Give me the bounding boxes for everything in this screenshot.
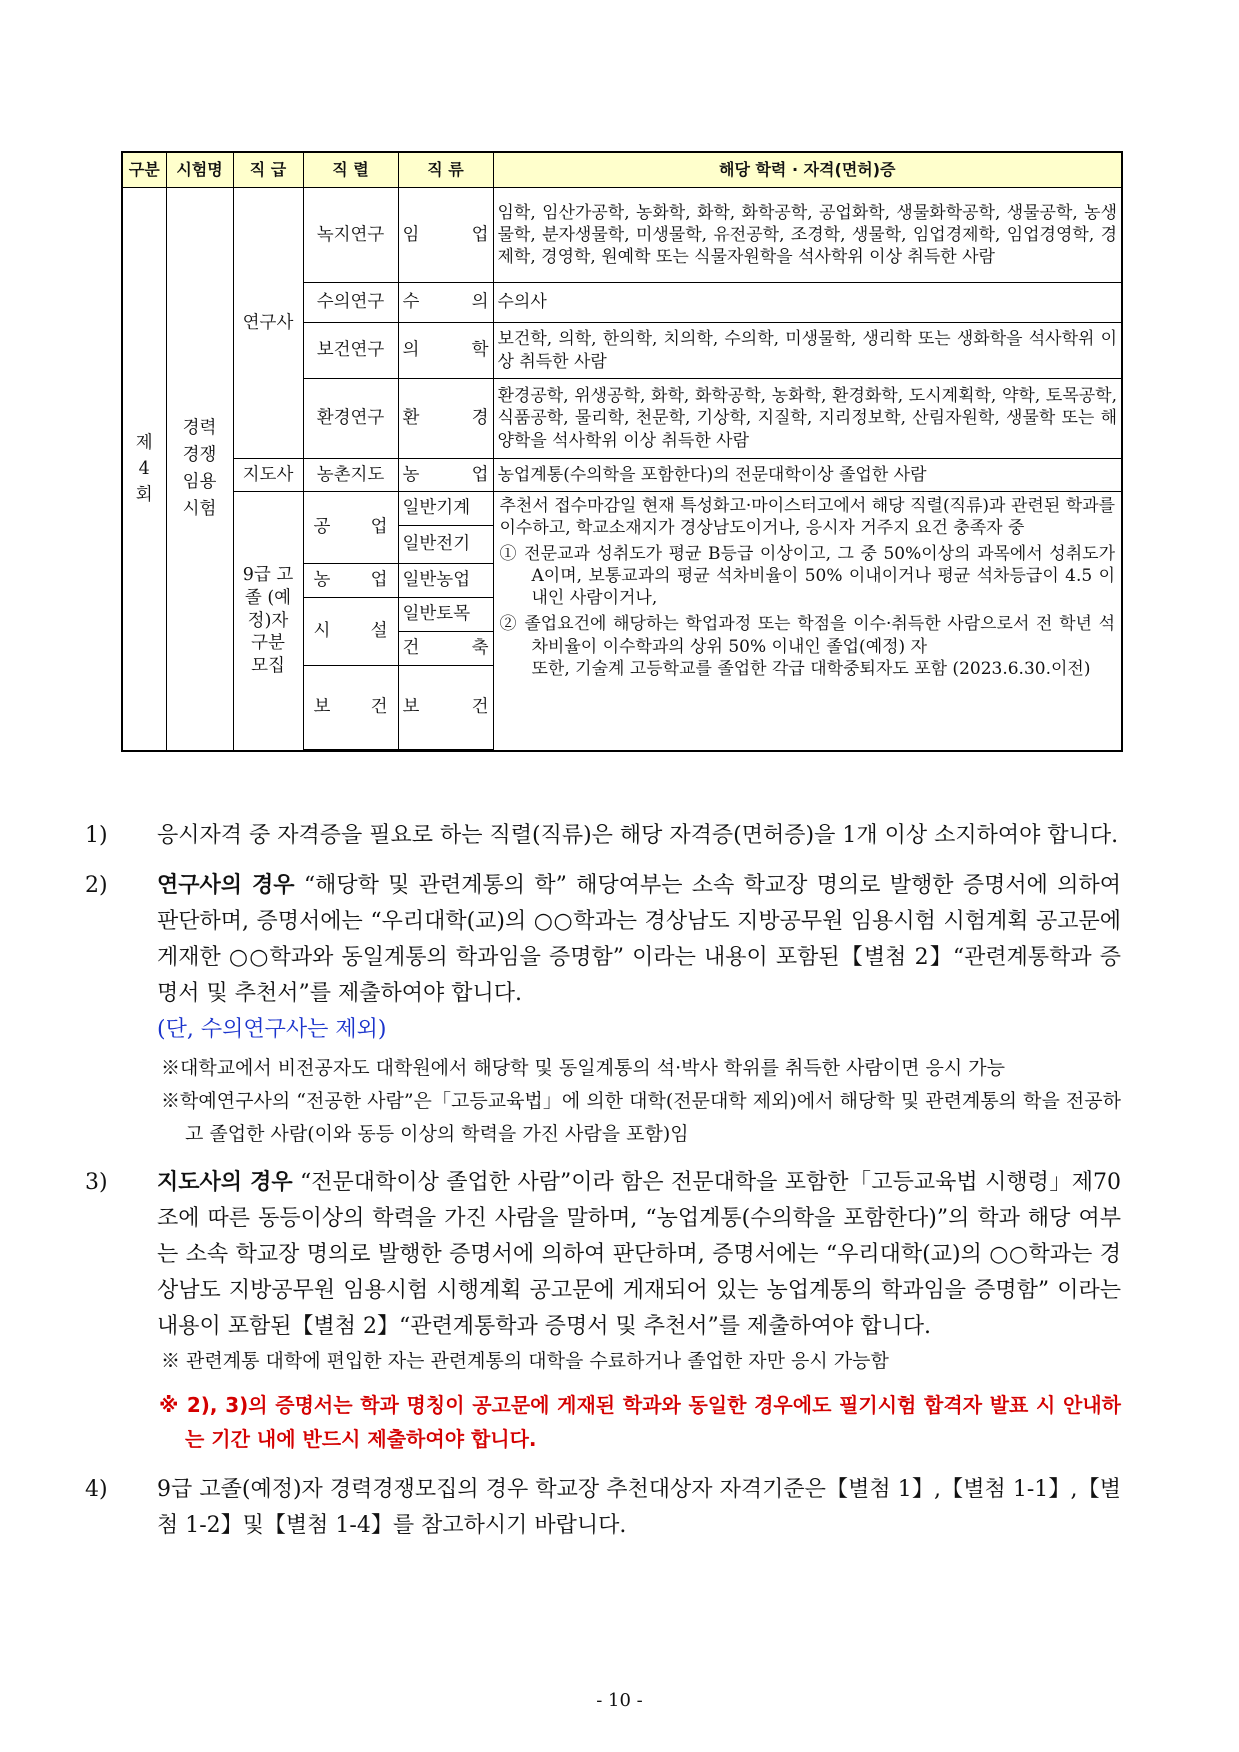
note-1-number: 1) (85, 823, 108, 848)
class-cell: 의 학 (398, 323, 493, 379)
note-3 (85, 1165, 1122, 1345)
grade9-grade-cell (233, 492, 303, 752)
qual-cell: 환경공학, 위생공학, 화학, 화학공학, 농화학, 환경화학, 도시계획학, 약학, 토목공학, 식품공학, 물리학, 천문학, 기상학, 지질학, 지리정보학, 산림자원학, 생물학 또는 해양학을 석사학위 이상 취득한 사람 (493, 379, 1122, 459)
class-cell: 일반기계 (398, 492, 493, 526)
round-text: 제 4 회 (135, 432, 153, 506)
note-4-text: 9급 고졸(예정)자 경력경쟁모집의 경우 학교장 추천대상자 자격기준은【별첨 1】,【별첨 1-1】,【별첨 1-2】및【별첨 1-4】를 참고하시기 바랍니다. (157, 1477, 1121, 1538)
header-qualification: 해당 학력 · 자격(면허)증 (493, 152, 1122, 188)
note-1 (85, 818, 1121, 854)
series-cell: 시 설 (303, 598, 398, 666)
note-4-number: 4) (85, 1477, 108, 1502)
class-cell: 일반토목 (398, 598, 493, 632)
exam-name-cell (166, 188, 233, 752)
qual-cell: 농업계통(수의학을 포함한다)의 전문대학이상 졸업한 사람 (493, 459, 1122, 492)
class-cell: 건 축 (398, 632, 493, 666)
header-series: 직 렬 (303, 152, 398, 188)
grade9-grade-text: 9급 고졸 (예정)자 구분 모집 (242, 565, 294, 677)
series-cell: 녹지연구 (303, 188, 398, 283)
qualification-table (121, 151, 1123, 752)
researcher-grade-cell: 연구사 (233, 188, 303, 459)
qual-cell: 보건학, 의학, 한의학, 치의학, 수의학, 미생물학, 생리학 또는 생화학을 석사학위 이상 취득한 사람 (493, 323, 1122, 379)
class-cell: 일반전기 (398, 526, 493, 564)
note-2-exception: (단, 수의연구사는 제외) (157, 1017, 387, 1042)
series-cell: 보 건 (303, 666, 398, 750)
note-3-number: 3) (85, 1170, 108, 1195)
note-3-bold: 지도사의 경우 (157, 1170, 293, 1195)
class-cell: 농 업 (398, 459, 493, 492)
class-cell: 환 경 (398, 379, 493, 459)
instructor-grade-cell: 지도사 (233, 459, 303, 492)
notes-section (85, 818, 1122, 1544)
note-1-text: 응시자격 중 자격증을 필요로 하는 직렬(직류)은 해당 자격증(면허증)을 1개 이상 소지하여야 합니다. (157, 823, 1119, 848)
series-cell: 농촌지도 (303, 459, 398, 492)
class-cell: 수 의 (398, 283, 493, 323)
table-row (122, 492, 1122, 526)
series-cell: 수의연구 (303, 283, 398, 323)
page-number: - 10 - (596, 1690, 643, 1711)
series-cell: 보건연구 (303, 323, 398, 379)
note-2-number: 2) (85, 873, 108, 898)
header-exam-name: 시험명 (166, 152, 233, 188)
class-cell: 임 업 (398, 188, 493, 283)
note-2-sub-1: ※대학교에서 비전공자도 대학원에서 해당학 및 동일계통의 석·박사 학위를 취득한 사람이면 응시 가능 (161, 1057, 1005, 1079)
round-cell (122, 188, 166, 752)
grade9-qual-intro: 추천서 접수마감일 현재 특성화고·마이스터고에서 해당 직렬(직류)과 관련된 학과를 이수하고, 학교소재지가 경상남도이거나, 응시자 거주지 요건 충족자 중 (499, 496, 1115, 539)
exam-name-text: 경력 경쟁 임용 시험 (182, 417, 217, 520)
note-4 (85, 1472, 1121, 1544)
table-row (122, 188, 1122, 283)
header-grade: 직 급 (233, 152, 303, 188)
header-category: 구분 (122, 152, 166, 188)
note-3-text: “전문대학이상 졸업한 사람”이라 함은 전문대학을 포함한「고등교육법 시행령」제70조에 따른 동등이상의 학력을 가진 사람을 말하며, “농업계통(수의학을 포함한다)”의 학과 해당 여부는 소속 학교장 명의로 발행한 증명서에 의하여 판단하며, 증명서에는 “우리대학(교)의 ○○학과는 경상남도 지방공무원 임용시험 시행계획 공고문에 게재되어 있는 농업계통의 학과임을 증명함” 이라는 내용이 포함된【별첨 2】“관련계통학과 증명서 및 추천서”를 제출하여야 합니다. (157, 1170, 1122, 1339)
note-2-sub-2: ※학예연구사의 “전공한 사람”은「고등교육법」에 의한 대학(전문대학 제외)에서 해당학 및 관련계통의 학을 전공하고 졸업한 사람(이와 동등 이상의 학력을 가진 사람을 포함)임 (161, 1090, 1121, 1145)
series-cell: 환경연구 (303, 379, 398, 459)
grade9-qual-cell (493, 492, 1122, 752)
series-cell: 공 업 (303, 492, 398, 564)
note-3-warning: ※ 2), 3)의 증명서는 학과 명칭이 공고문에 게재된 학과와 동일한 경우에도 필기시험 합격자 발표 시 안내하는 기간 내에 반드시 제출하여야 합니다. (159, 1393, 1121, 1451)
grade9-qual-2: ② 졸업요건에 해당하는 학업과정 또는 학점을 이수·취득한 사람으로서 전 학년 석차비율이 이수학과의 상위 50% 이내인 졸업(예정) 자 (499, 614, 1115, 657)
table-header-row (122, 152, 1122, 188)
note-2-bold: 연구사의 경우 (157, 873, 295, 898)
note-2 (85, 868, 1121, 1012)
qual-cell: 수의사 (493, 283, 1122, 323)
note-3-sub-1: ※ 관련계통 대학에 편입한 자는 관련계통의 대학을 수료하거나 졸업한 자만 응시 가능함 (161, 1350, 889, 1372)
qual-cell: 임학, 임산가공학, 농화학, 화학, 화학공학, 공업화학, 생물화학공학, 생물공학, 농생물학, 분자생물학, 미생물학, 유전공학, 조경학, 생물학, 임업경제학, 임업경영학, 경제학, 경영학, 원예학 또는 식물자원학을 석사학위 이상 취득한 사람 (493, 188, 1122, 283)
grade9-qual-3: 또한, 기술계 고등학교를 졸업한 각급 대학중퇴자도 포함 (2023.6.30.이전) (531, 658, 1091, 679)
note-2-text: “해당학 및 관련계통의 학” 해당여부는 소속 학교장 명의로 발행한 증명서에 의하여 판단하며, 증명서에는 “우리대학(교)의 ○○학과는 경상남도 지방공무원 임용시험 시험계획 공고문에 게재한 ○○학과와 동일계통의 학과임을 증명함” 이라는 내용이 포함된【별첨 2】“관련계통학과 증명서 및 추천서”를 제출하여야 합니다. (157, 873, 1121, 1006)
table-row (122, 459, 1122, 492)
series-cell: 농 업 (303, 564, 398, 598)
grade9-qual-1: ① 전문교과 성취도가 평균 B등급 이상이고, 그 중 50%이상의 과목에서 성취도가 A이며, 보통교과의 평균 석차비율이 50% 이내이거나 평균 석차등급이 4.5 이내인 사람이거나, (499, 544, 1115, 609)
class-cell: 일반농업 (398, 564, 493, 598)
class-cell: 보 건 (398, 666, 493, 750)
header-class: 직 류 (398, 152, 493, 188)
